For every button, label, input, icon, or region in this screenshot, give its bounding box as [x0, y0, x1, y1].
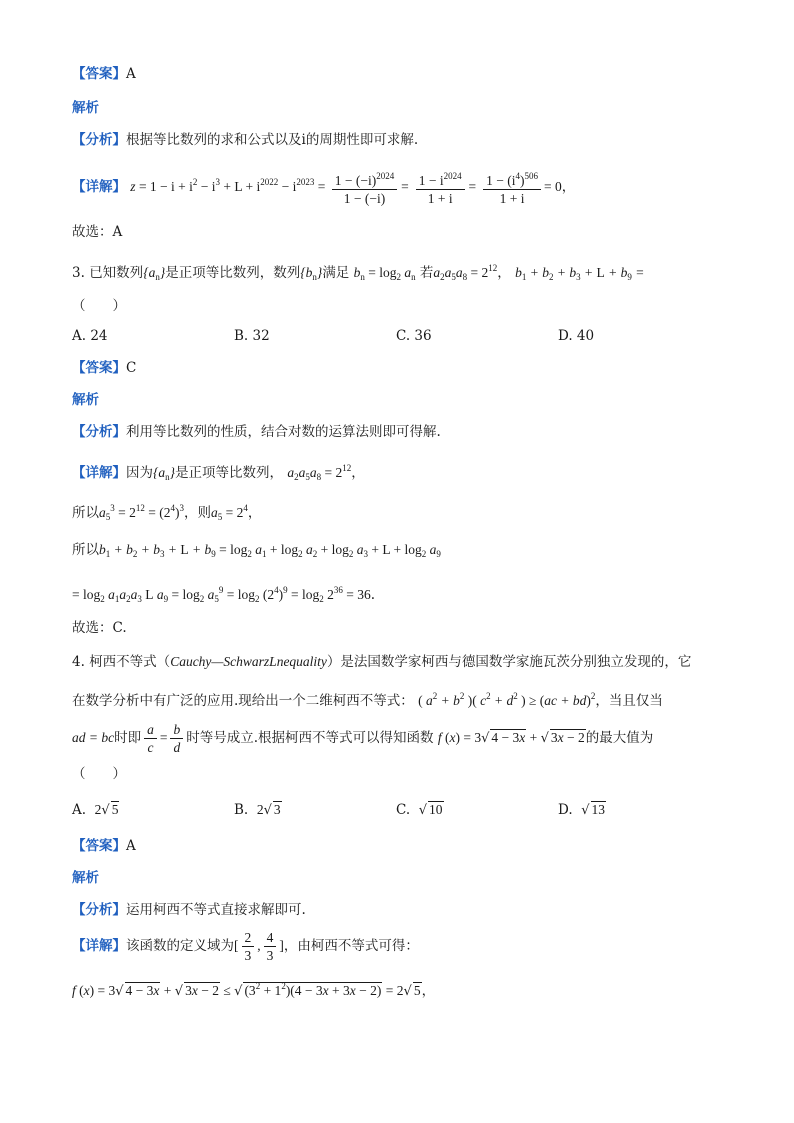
q3-analysis-text: 利用等比数列的性质，结合对数的运算法则即可得解. — [126, 424, 441, 440]
q3-option-b[interactable]: B. 32 — [234, 328, 270, 344]
q4-option-c[interactable]: C. √ 10 — [396, 802, 443, 818]
q4-option-c-label: C. — [396, 802, 411, 818]
q3-so-text: 所以 — [72, 542, 99, 558]
q3-then-text: ，则 — [183, 505, 211, 521]
q3-option-c[interactable]: C. 36 — [396, 328, 432, 344]
q4-analysis-text: 运用柯西不等式直接求解即可. — [126, 902, 306, 918]
analysis-header: 解析 — [72, 100, 99, 116]
q4-number: 4. — [72, 654, 85, 670]
q2-analysis-header — [72, 98, 99, 118]
q3-analysis — [72, 422, 441, 442]
q3-detail-3: 所以$b_1 + b_2 + b_3 + L + b_9 = \log_2 a_1 + \log_2 a_2 + \log_2 a_3 + L + \log_2 a_9$ — [72, 542, 441, 559]
q2-answer-value: A — [126, 66, 136, 82]
q3-detail-2: 所以$a_5^3 = 2^{12} = (2^4)^3$，则$a_5 = 2^4$， — [72, 503, 262, 522]
analysis-header: 解析 — [72, 870, 99, 886]
q3-detail-text-2: 是正项等比数列， — [175, 465, 284, 481]
q3-stem-text-4: 若 — [419, 265, 434, 281]
q4-stem-text-3: 在数学分析中有广泛的应用.现给出一个二维柯西不等式： — [72, 693, 414, 709]
q2-detail: 【详解】 $z = 1 - i + i^2 - i^3 + L + i^{2022} - i^{2023}$ = $\frac{1 - (-i)^{2024}}{1 - (-i)}$ = $\frac{1 - i^{2024}}{1 + i}$ = $\frac{1 - (i^4)^{506}}{1 + i}$ = 0， — [72, 160, 575, 209]
analysis-label: 【分析】 — [72, 424, 126, 440]
q4-stem-3: ad = bc时即 $\frac{a}{c}$ = $\frac{b}{d}$ 时等号成立.根据柯西不等式可以得知函数 f (x) = 3√ 4 − 3x + √ 3x − 2的最大值为 — [72, 722, 654, 755]
q3-analysis-header — [72, 390, 99, 410]
q3-option-d[interactable]: D. 40 — [558, 328, 595, 344]
q2-analysis — [72, 130, 418, 150]
q3-stem-text-1: 已知数列 — [89, 265, 144, 281]
q4-paren-text: （ ） — [72, 766, 126, 782]
q4-detail-2: f (x) = 3√ 4 − 3x + √ 3x − 2 ≤ √ $(3^2 + 1^2)(4 - 3x + 3x - 2) = 2√$ 5， — [72, 981, 436, 999]
q4-option-d-label: D. — [558, 802, 573, 818]
q3-answer-value: C — [126, 360, 137, 376]
conclusion-label: 故选： — [72, 224, 113, 240]
q4-detail-text-2: ，由柯西不等式可得： — [283, 938, 419, 954]
q4-option-d[interactable]: D. √ 13 — [558, 802, 606, 818]
q3-paren — [72, 296, 126, 316]
q3-stem: 3. 已知数列$\{a_n\}$是正项等比数列，数列$\{b_n\}$满足 $b_n = \log_2 a_n$ 若$a_2a_5a_8 = 2^{12}$， $b_1 + b_2 + b_3 + L + b_9$ = — [72, 263, 645, 282]
q4-paren — [72, 764, 126, 784]
answer-label: 【答案】 — [72, 838, 126, 854]
q4-option-b[interactable]: B. 2√ 3 — [234, 802, 281, 818]
q2-analysis-text: 根据等比数列的求和公式以及i的周期性即可求解. — [126, 132, 419, 148]
analysis-label: 【分析】 — [72, 132, 126, 148]
detail-label: 【详解】 — [72, 465, 126, 481]
q4-detail-1: 【详解】该函数的定义域为[ $\frac{2}{3}$ , $\frac{4}{3}$ ]，由柯西不等式可得： — [72, 930, 419, 963]
q4-stem-text-1: 柯西不等式（ — [89, 654, 171, 670]
q3-stem-text-2: 是正项等比数列，数列 — [165, 265, 301, 281]
q3-stem-text-3: 满足 — [322, 265, 350, 281]
q3-option-a[interactable]: A. 24 — [72, 328, 108, 344]
q4-option-a[interactable]: A. 2√ 5 — [72, 802, 119, 818]
q3-answer — [72, 358, 136, 378]
q3-detail-4: = $\log_2 a_1a_2a_3$ L $a_9 = \log_2 a_5^9 = \log_2 (2^4)^9 = \log_2 2^{36} = 36$. — [72, 585, 376, 604]
q3-detail-text-1: 因为 — [126, 465, 153, 481]
conclusion-label: 故选： — [72, 620, 113, 636]
q3-conclusion — [72, 618, 127, 638]
q4-option-b-label: B. — [234, 802, 249, 818]
q4-option-a-label: A. — [72, 802, 87, 818]
q4-stem-1 — [72, 652, 691, 672]
q4-stem-text-6: 时等号成立.根据柯西不等式可以得知函数 — [186, 730, 434, 746]
q2-answer — [72, 64, 136, 84]
q4-stem-text-4: ，当且仅当 — [595, 693, 663, 709]
q2-detail-formula: $z = 1 - i + i^2 - i^3 + L + i^{2022} - i^{2023}$ = $\frac{1 - (-i)^{2024}}{1 - (-i)}$ = $\frac{1 - i^{2024}}{1 + i}$ = $\frac{1 - (i^4)^{506}}{1 + i}$ = 0 — [130, 179, 561, 194]
q4-stem-text-7: 的最大值为 — [585, 730, 654, 746]
q4-stem-text-5: 时即 — [114, 730, 142, 746]
q4-analysis — [72, 900, 306, 920]
q4-stem-2: 在数学分析中有广泛的应用.现给出一个二维柯西不等式： ( $a^2 + b^2$ )( $c^2 + d^2$ ) ≥ (ac + bd)$^2$，当且仅当 — [72, 691, 663, 709]
q2-conclusion-value: A — [112, 224, 123, 240]
q2-conclusion — [72, 222, 122, 242]
q4-stem-en: Cauchy—SchwarzLnequality — [170, 654, 327, 669]
q4-answer-value: A — [126, 838, 136, 854]
q3-detail-1: 【详解】因为$\{a_n\}$是正项等比数列， $a_2a_5a_8 = 2^{12}$， — [72, 463, 365, 482]
answer-label: 【答案】 — [72, 66, 126, 82]
q4-options — [72, 800, 722, 822]
detail-label: 【详解】 — [72, 179, 126, 195]
q3-so-text: 所以 — [72, 505, 99, 521]
q4-detail-text-1: 该函数的定义域为 — [126, 938, 234, 954]
q3-paren-text: （ ） — [72, 298, 126, 314]
analysis-label: 【分析】 — [72, 902, 126, 918]
q4-answer — [72, 836, 136, 856]
q3-number: 3. — [72, 265, 85, 281]
answer-label: 【答案】 — [72, 360, 126, 376]
q4-analysis-header — [72, 868, 99, 888]
q4-stem-text-2: ）是法国数学家柯西与德国数学家施瓦茨分别独立发现的，它 — [326, 654, 692, 670]
q3-conclusion-value: C. — [112, 620, 127, 636]
q3-options — [72, 326, 722, 346]
analysis-header: 解析 — [72, 392, 99, 408]
detail-label: 【详解】 — [72, 938, 126, 954]
